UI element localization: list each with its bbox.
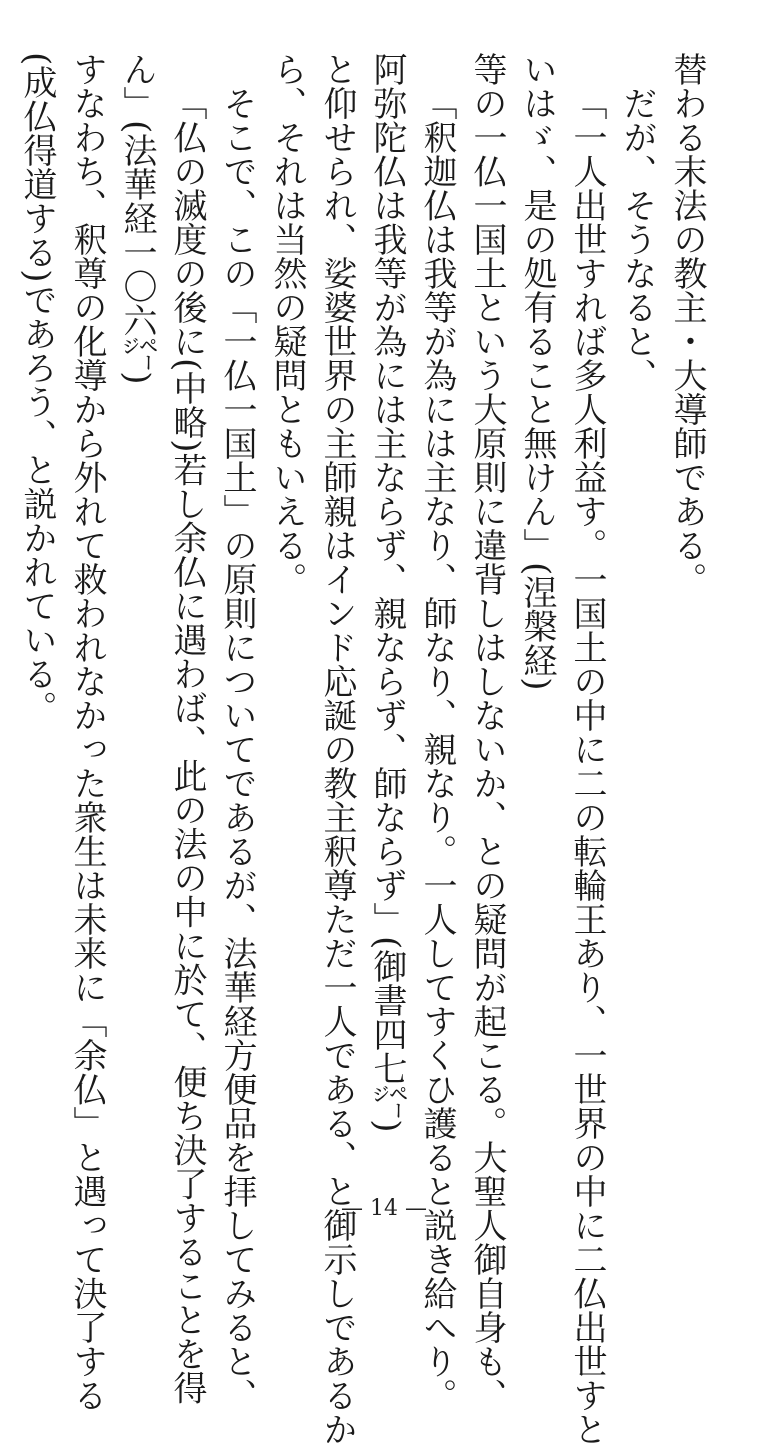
- quote-line-3: 「釈迦仏は我等が為には主なり、師なり、親なり。一人してすくひ護ると説き給へり。: [417, 86, 457, 1412]
- quote-line-2: いはゞ、是の処有ること無けん」(涅槃経): [517, 52, 557, 691]
- page-number: — 14 —: [341, 1196, 427, 1221]
- text-line-7: すなわち、釈尊の化導から外れて救われなかった衆生は未来に「余仏」と遇って決了する: [67, 52, 107, 1412]
- quote-line-1: 「一人出世すれば多人利益す。一国土の中に二の転輪王あり、一世界の中に二仏出世すと: [567, 86, 607, 1446]
- text-line-5: ら、それは当然の疑問ともいえる。: [267, 52, 307, 596]
- text-line-3: 等の一仏一国土という大原則に違背しはしないか、との疑問が起こる。大聖人御自身も、: [467, 52, 507, 1412]
- text-line-8: (成仏得道する)であろう、と説かれている。: [17, 52, 57, 725]
- text-line-2: だが、そうなると、: [617, 86, 657, 392]
- quote-line-6: ん」(法華経一〇六㌻): [117, 52, 157, 385]
- text-line-4: と仰せられ、娑婆世界の主師親はインド応誕の教主釈尊ただ一人である、と御示しであるか: [317, 52, 357, 1446]
- quote-line-4: 阿弥陀仏は我等が為には主ならず、親ならず、師ならず」(御書四七㌻): [367, 52, 407, 1133]
- quote-line-5: 「仏の滅度の後に(中略)若し余仏に遇わば、此の法の中に於て、便ち決了することを得: [167, 86, 207, 1405]
- text-line-1: 替わる末法の教主・大導師である。: [667, 52, 707, 596]
- text-line-6: そこで、この「一仏一国土」の原則についてであるが、法華経方便品を拝してみると、: [217, 86, 257, 1412]
